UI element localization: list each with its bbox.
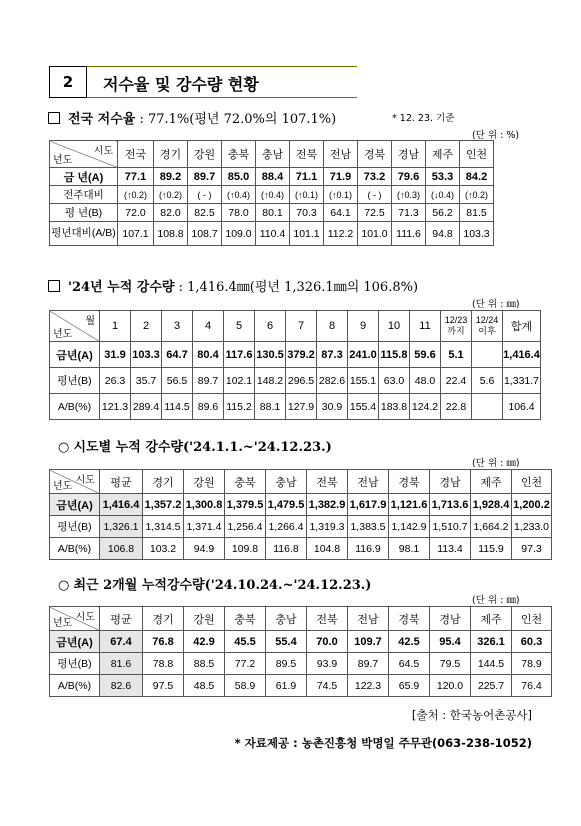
reservoir-table [49,140,494,246]
col-header: 경기 [154,141,188,168]
col-header: 전남 [348,607,389,631]
table-cell: 1,233.0 [512,516,552,538]
corner-top-label: 시도 [75,612,95,623]
table-cell: 63.0 [379,368,410,394]
rain-total-unit: (단 위 : ㎜) [472,299,520,310]
table-cell: 82.6 [100,675,143,697]
table-cell: 225.7 [471,675,512,697]
table-cell: 101.1 [290,222,324,246]
row-label: 평 년(B) [50,204,118,222]
table-cell: 296.5 [286,368,317,394]
table-cell: 64.5 [389,653,430,675]
corner-top-label: 시도 [75,475,95,486]
table-cell: 95.4 [430,631,471,653]
table-cell: (↓0.4) [426,186,460,204]
row-label: 금년(A) [50,631,100,653]
reservoir-unit: (단 위 : %) [472,130,520,141]
table-cell: 1,326.1 [100,516,143,538]
col-header: 경기 [143,607,184,631]
col-header: 인천 [460,141,494,168]
table-cell: 113.4 [430,538,471,560]
col-header: 11 [410,311,441,342]
col-header: 평균 [100,607,143,631]
col-header: 강원 [188,141,222,168]
table-cell: 108.7 [188,222,222,246]
table-cell: 117.6 [224,342,255,368]
table-cell: 106.4 [503,394,541,420]
table-cell: 56.5 [162,368,193,394]
table-cell: 111.6 [392,222,426,246]
table-cell: 79.6 [392,168,426,186]
rain-total-corner-cell [50,311,100,342]
col-header: 제주 [471,470,512,494]
col-header: 전남 [348,470,389,494]
col-header: 인천 [512,470,552,494]
table-cell: 70.0 [307,631,348,653]
table-cell: 101.0 [358,222,392,246]
table-cell: 103.3 [460,222,494,246]
table-cell: (↑0.2) [154,186,188,204]
table-cell: 78.0 [222,204,256,222]
table-cell: 107.1 [118,222,154,246]
col-header: 10 [379,311,410,342]
table-cell: 48.5 [184,675,225,697]
table-cell: 116.8 [266,538,307,560]
table-cell: 97.3 [512,538,552,560]
table-cell: 88.1 [255,394,286,420]
table-row [50,494,552,516]
table-row [50,394,541,420]
table-cell: 104.8 [307,538,348,560]
table-cell: 97.5 [143,675,184,697]
row-label: A/B(%) [50,394,100,420]
table-cell: 1,200.2 [512,494,552,516]
table-cell: 1,479.5 [266,494,307,516]
table-cell: 64.7 [162,342,193,368]
rain-region-table [49,469,552,560]
section-title: 저수율 및 강수량 현황 [103,75,259,94]
col-header: 충북 [225,607,266,631]
table-cell: 53.3 [426,168,460,186]
table-cell: 71.3 [392,204,426,222]
table-cell: 89.7 [188,168,222,186]
table-cell: 110.4 [256,222,290,246]
rain-region-unit: (단 위 : ㎜) [472,458,520,469]
col-header: 강원 [184,607,225,631]
row-label: 평년대비(A/B) [50,222,118,246]
table-cell: 120.0 [430,675,471,697]
col-header: 7 [286,311,317,342]
col-header: 전북 [307,470,348,494]
col-header: 제주 [471,607,512,631]
table-cell: 148.2 [255,368,286,394]
corner-top-label: 월 [85,316,95,327]
table-cell: 82.0 [154,204,188,222]
col-header: 충남 [256,141,290,168]
rain-recent-header-row [50,607,552,631]
rain-total-heading-label: '24년 누적 강수량 [68,280,175,295]
table-cell: 115.9 [471,538,512,560]
col-header: 충남 [266,607,307,631]
col-header: 합계 [503,311,541,342]
rain-total-heading-rest: : 1,416.4㎜(평년 1,326.1㎜의 106.8%) [174,280,419,295]
table-cell: 127.9 [286,394,317,420]
col-header: 충북 [225,470,266,494]
table-cell: 103.2 [143,538,184,560]
table-cell: 106.8 [100,538,143,560]
rain-recent-unit: (단 위 : ㎜) [472,595,520,606]
corner-top-label: 시도 [93,146,113,157]
table-cell: 112.2 [324,222,358,246]
table-cell: 73.2 [358,168,392,186]
col-header: 6 [255,311,286,342]
section-line-bottom [87,97,357,98]
table-cell: 59.6 [410,342,441,368]
table-cell: 22.4 [441,368,472,394]
table-cell: 1,357.2 [143,494,184,516]
table-cell: 85.0 [222,168,256,186]
table-cell: 76.4 [512,675,552,697]
table-row [50,204,494,222]
table-row [50,538,552,560]
table-cell: 114.5 [162,394,193,420]
table-cell: 64.1 [324,204,358,222]
table-cell: 1,383.5 [348,516,389,538]
col-header: 2 [131,311,162,342]
table-cell: 88.5 [184,653,225,675]
table-cell: (↑0.4) [222,186,256,204]
table-cell: 115.2 [224,394,255,420]
rain-region-heading [58,436,332,455]
table-cell: 42.9 [184,631,225,653]
rain-region-corner-cell [50,470,100,494]
reservoir-corner-cell [50,141,118,168]
rain-recent-heading [58,574,371,593]
table-row [50,168,494,186]
row-label: 금년(A) [50,342,100,368]
table-row [50,342,541,368]
table-cell: 56.2 [426,204,460,222]
table-cell: ( - ) [358,186,392,204]
table-cell: 124.2 [410,394,441,420]
table-cell: (↑0.4) [256,186,290,204]
table-cell: 72.0 [118,204,154,222]
table-cell: 108.8 [154,222,188,246]
col-header: 전남 [324,141,358,168]
table-cell: 94.9 [184,538,225,560]
col-header: 경북 [358,141,392,168]
table-cell: 155.4 [348,394,379,420]
table-cell: 1,416.4 [503,342,541,368]
table-cell: 1,371.4 [184,516,225,538]
checkbox-square-icon [48,112,60,124]
table-cell: 89.5 [266,653,307,675]
table-cell: 31.9 [100,342,131,368]
table-cell: 48.0 [410,368,441,394]
table-cell: 326.1 [471,631,512,653]
corner-bottom-label: 년도 [53,329,73,340]
col-header: 제주 [426,141,460,168]
col-header: 강원 [184,470,225,494]
table-cell: 1,300.8 [184,494,225,516]
table-cell: 81.6 [100,653,143,675]
table-cell: 109.0 [222,222,256,246]
table-cell: 1,664.2 [471,516,512,538]
reservoir-heading [48,108,336,127]
rain-total-header-row [50,311,541,342]
rain-region-heading-text: 시도별 누적 강수량('24.1.1.~'24.12.23.) [73,440,332,455]
table-cell: 115.8 [379,342,410,368]
table-cell: 94.8 [426,222,460,246]
row-label: 평년(B) [50,368,100,394]
row-label: 평년(B) [50,516,100,538]
table-cell: 1,928.4 [471,494,512,516]
rain-recent-corner-cell [50,607,100,631]
table-cell: 84.2 [460,168,494,186]
corner-bottom-label: 년도 [53,618,73,629]
col-header: 3 [162,311,193,342]
table-cell: 289.4 [131,394,162,420]
table-cell: 72.5 [358,204,392,222]
circle-bullet-icon: ○ [58,578,70,593]
table-cell: 116.9 [348,538,389,560]
col-header: 경남 [430,607,471,631]
table-cell: 103.3 [131,342,162,368]
table-cell: 77.2 [225,653,266,675]
row-label: 금년(A) [50,494,100,516]
row-label: A/B(%) [50,675,100,697]
table-cell: (↑0.2) [460,186,494,204]
col-header: 경북 [389,607,430,631]
table-cell: 65.9 [389,675,430,697]
circle-bullet-icon: ○ [58,440,70,455]
table-row [50,675,552,697]
rain-total-heading [48,276,418,295]
col-header: 12/23 까지 [441,311,472,342]
checkbox-square-icon [48,280,60,292]
table-cell: 80.4 [193,342,224,368]
table-cell: 87.3 [317,342,348,368]
table-row [50,222,494,246]
table-cell: 241.0 [348,342,379,368]
table-cell: 61.9 [266,675,307,697]
table-cell [472,394,503,420]
table-cell: 79.5 [430,653,471,675]
table-cell: 1,379.5 [225,494,266,516]
table-cell: 1,319.3 [307,516,348,538]
table-cell: 82.5 [188,204,222,222]
table-cell: 1,713.6 [430,494,471,516]
corner-bottom-label: 년도 [53,481,73,492]
table-cell: ( - ) [188,186,222,204]
col-header: 9 [348,311,379,342]
table-cell: 77.1 [118,168,154,186]
col-header: 충남 [266,470,307,494]
col-header: 경기 [143,470,184,494]
table-cell: 74.5 [307,675,348,697]
col-header: 경북 [389,470,430,494]
table-cell: 144.5 [471,653,512,675]
table-cell: 89.7 [348,653,389,675]
col-header: 12/24 이후 [472,311,503,342]
table-cell [472,342,503,368]
table-row [50,186,494,204]
table-row [50,516,552,538]
table-cell: 35.7 [131,368,162,394]
table-cell: 1,331.7 [503,368,541,394]
rain-region-header-row [50,470,552,494]
table-cell: 81.5 [460,204,494,222]
reservoir-heading-rest: : 77.1%(평년 72.0%의 107.1%) [135,112,337,127]
table-cell: 89.7 [193,368,224,394]
table-cell: 42.5 [389,631,430,653]
col-header: 충북 [222,141,256,168]
table-cell: (↑0.1) [290,186,324,204]
table-cell: 70.3 [290,204,324,222]
table-cell: 93.9 [307,653,348,675]
table-cell: 26.3 [100,368,131,394]
table-cell: 1,121.6 [389,494,430,516]
table-cell: 130.5 [255,342,286,368]
table-cell: 88.4 [256,168,290,186]
table-cell: 60.3 [512,631,552,653]
table-cell: 282.6 [317,368,348,394]
rain-total-table [49,310,541,420]
table-cell: 1,416.4 [100,494,143,516]
corner-bottom-label: 년도 [53,155,73,166]
table-cell: 76.8 [143,631,184,653]
table-cell: 78.9 [512,653,552,675]
table-cell: 1,617.9 [348,494,389,516]
row-label: 금 년(A) [50,168,118,186]
table-cell: 30.9 [317,394,348,420]
table-cell: 122.3 [348,675,389,697]
table-cell: 109.7 [348,631,389,653]
table-cell: 102.1 [224,368,255,394]
table-cell: 22.8 [441,394,472,420]
table-cell: 183.8 [379,394,410,420]
table-cell: 89.2 [154,168,188,186]
col-header: 8 [317,311,348,342]
table-cell: 78.8 [143,653,184,675]
table-cell: (↑0.2) [118,186,154,204]
section-line-top [87,66,357,67]
table-row [50,653,552,675]
row-label: 평년(B) [50,653,100,675]
col-header: 경남 [430,470,471,494]
table-cell: 67.4 [100,631,143,653]
reservoir-note: * 12. 23. 기준 [392,113,455,124]
table-cell: (↑0.3) [392,186,426,204]
table-cell: 1,314.5 [143,516,184,538]
col-header: 4 [193,311,224,342]
table-cell: 121.3 [100,394,131,420]
col-header: 1 [100,311,131,342]
reservoir-header-row [50,141,494,168]
table-cell: 45.5 [225,631,266,653]
table-cell: 5.1 [441,342,472,368]
reservoir-heading-label: 전국 저수율 [68,112,136,127]
table-cell: 5.6 [472,368,503,394]
table-cell: 1,382.9 [307,494,348,516]
rain-recent-heading-text: 최근 2개월 누적강수량('24.10.24.~'24.12.23.) [73,578,372,593]
table-cell: 155.1 [348,368,379,394]
col-header: 평균 [100,470,143,494]
table-cell: 98.1 [389,538,430,560]
col-header: 전국 [118,141,154,168]
rain-recent-table [49,606,552,697]
table-cell: 80.1 [256,204,290,222]
col-header: 경남 [392,141,426,168]
table-cell: 58.9 [225,675,266,697]
table-cell: 1,266.4 [266,516,307,538]
table-cell: 379.2 [286,342,317,368]
row-label: 전주대비 [50,186,118,204]
table-cell: 1,142.9 [389,516,430,538]
table-row [50,631,552,653]
table-cell: 89.6 [193,394,224,420]
section-number: 2 [49,66,87,98]
col-header: 5 [224,311,255,342]
col-header: 전북 [307,607,348,631]
table-cell: 1,256.4 [225,516,266,538]
data-provider-note: * 자료제공 : 농촌진흥청 박명일 주무관(063-238-1052) [234,736,532,750]
table-cell: (↑0.1) [324,186,358,204]
table-cell: 71.9 [324,168,358,186]
table-cell: 109.8 [225,538,266,560]
col-header: 전북 [290,141,324,168]
col-header: 인천 [512,607,552,631]
source-note: [출처 : 한국농어촌공사] [411,708,532,722]
row-label: A/B(%) [50,538,100,560]
table-cell: 1,510.7 [430,516,471,538]
table-cell: 55.4 [266,631,307,653]
table-row [50,368,541,394]
table-cell: 71.1 [290,168,324,186]
